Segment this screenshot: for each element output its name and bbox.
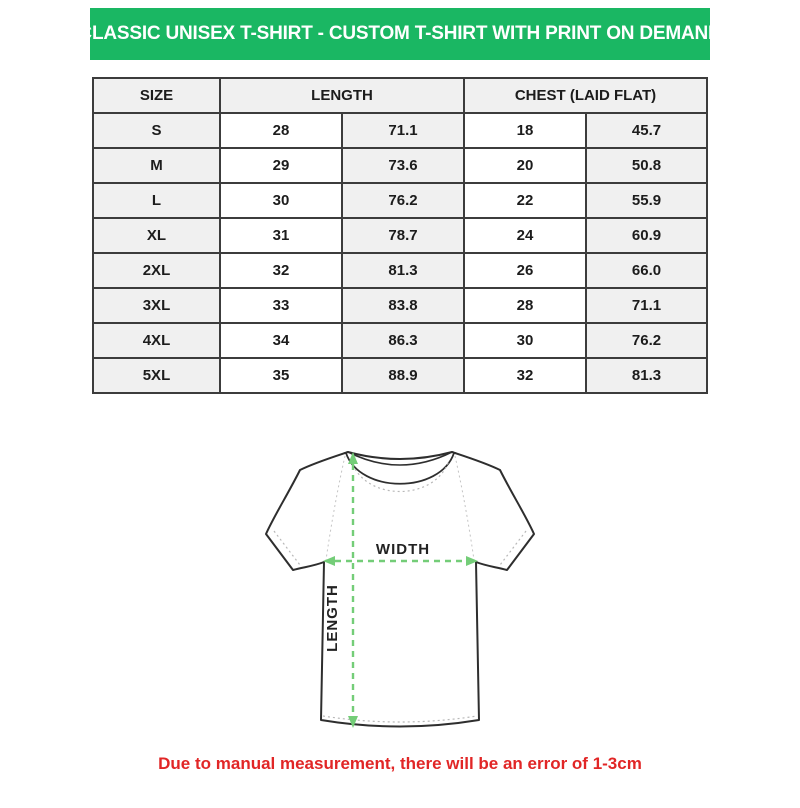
- size-cell: 4XL: [93, 323, 220, 358]
- length-in-cell: 35: [220, 358, 342, 393]
- length-cm-cell: 71.1: [342, 113, 464, 148]
- page-title: CLASSIC UNISEX T-SHIRT - CUSTOM T-SHIRT WITH PRINT ON DEMAND: [78, 23, 722, 44]
- table-row: [93, 288, 707, 323]
- size-table: [92, 77, 708, 394]
- chest-cm-cell: 81.3: [586, 358, 707, 393]
- header-row: [93, 78, 707, 113]
- size-cell: 3XL: [93, 288, 220, 323]
- chest-in-cell: 24: [464, 218, 586, 253]
- table-row: [93, 113, 707, 148]
- width-label: WIDTH: [375, 541, 431, 558]
- chest-in-cell: 20: [464, 148, 586, 183]
- measurement-note: Due to manual measurement, there will be an error of 1-3cm: [158, 754, 642, 773]
- length-cm-cell: 76.2: [342, 183, 464, 218]
- length-cm-cell: 78.7: [342, 218, 464, 253]
- chest-cm-cell: 76.2: [586, 323, 707, 358]
- size-cell: 2XL: [93, 253, 220, 288]
- size-cell: L: [93, 183, 220, 218]
- chest-in-cell: 30: [464, 323, 586, 358]
- chest-in-cell: 18: [464, 113, 586, 148]
- table-row: [93, 323, 707, 358]
- tshirt-measurement-diagram: [0, 436, 800, 746]
- chest-cm-cell: 55.9: [586, 183, 707, 218]
- length-in-cell: 30: [220, 183, 342, 218]
- table-row: [93, 358, 707, 393]
- length-label: LENGTH: [324, 584, 341, 652]
- size-cell: XL: [93, 218, 220, 253]
- tshirt-outline: [266, 452, 534, 727]
- table-row: [93, 183, 707, 218]
- table-row: [93, 253, 707, 288]
- chest-cm-cell: 66.0: [586, 253, 707, 288]
- length-cm-cell: 81.3: [342, 253, 464, 288]
- length-cm-cell: 83.8: [342, 288, 464, 323]
- length-in-cell: 29: [220, 148, 342, 183]
- length-in-cell: 28: [220, 113, 342, 148]
- size-cell: M: [93, 148, 220, 183]
- length-cm-cell: 86.3: [342, 323, 464, 358]
- length-in-cell: 32: [220, 253, 342, 288]
- title-banner: [78, 8, 722, 60]
- size-chart-page: [0, 8, 800, 808]
- length-cm-cell: 73.6: [342, 148, 464, 183]
- chest-in-cell: 32: [464, 358, 586, 393]
- table-row: [93, 148, 707, 183]
- chest-cm-cell: 60.9: [586, 218, 707, 253]
- table-row: [93, 218, 707, 253]
- length-in-cell: 33: [220, 288, 342, 323]
- chest-in-cell: 26: [464, 253, 586, 288]
- col-header-size: SIZE: [93, 78, 220, 113]
- col-header-length: LENGTH: [220, 78, 464, 113]
- size-cell: 5XL: [93, 358, 220, 393]
- length-cm-cell: 88.9: [342, 358, 464, 393]
- length-in-cell: 31: [220, 218, 342, 253]
- chest-in-cell: 28: [464, 288, 586, 323]
- chest-in-cell: 22: [464, 183, 586, 218]
- chest-cm-cell: 50.8: [586, 148, 707, 183]
- size-cell: S: [93, 113, 220, 148]
- col-header-chest: CHEST (LAID FLAT): [464, 78, 707, 113]
- chest-cm-cell: 45.7: [586, 113, 707, 148]
- length-in-cell: 34: [220, 323, 342, 358]
- chest-cm-cell: 71.1: [586, 288, 707, 323]
- tshirt-diagram-svg: [250, 436, 550, 746]
